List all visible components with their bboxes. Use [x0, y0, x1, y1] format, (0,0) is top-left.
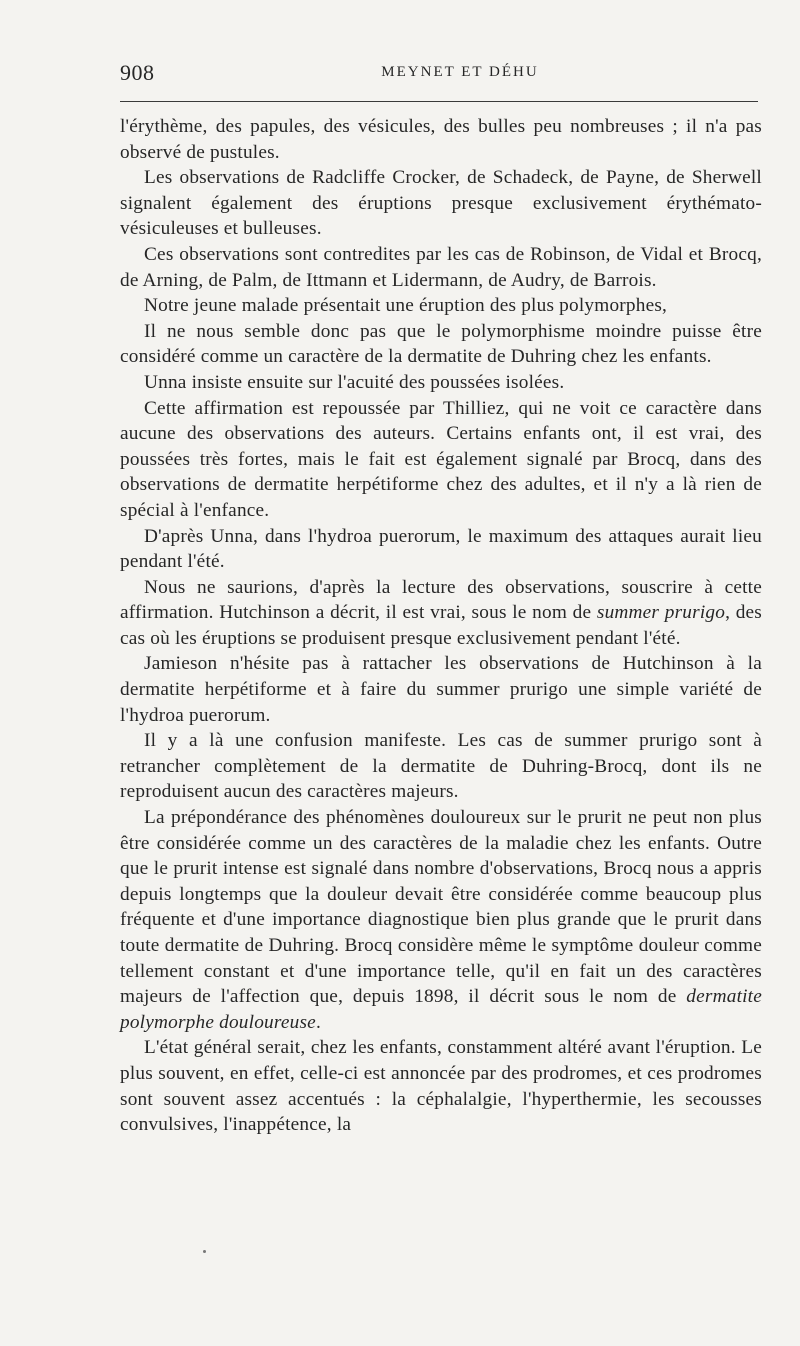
- paragraph-p08: [120, 524, 762, 575]
- paragraph-p05: [120, 319, 762, 370]
- paragraph-text: D'après Unna, dans l'hydroa puerorum, le maximum des attaques aurait lieu pendant l'été.: [120, 525, 762, 573]
- paragraph-p02: [120, 165, 762, 242]
- paragraph-p13: [120, 1035, 762, 1137]
- paragraph-text: Unna insiste ensuite sur l'acuité des poussées isolées.: [144, 371, 565, 393]
- italic-term: dermatite polymorphe douloureuse: [120, 986, 762, 1033]
- paragraph-text: Il y a là une confusion manifeste. Les cas de summer prurigo sont à retrancher complètement de la dermatite de Duhring-Brocq, dont ils ne reproduisent aucun des caractères majeurs.: [120, 730, 762, 803]
- header-rule: [120, 101, 758, 102]
- paragraph-text: Nous ne saurions, d'après la lecture des observations, souscrire à cette affirmation. Hutchinson a décrit, il est vrai, sous le nom de: [120, 576, 762, 624]
- paragraph-text: Il ne nous semble donc pas que le polymorphisme moindre puisse être considéré comme un caractère de la dermatite de Duhring chez les enfants.: [120, 320, 762, 368]
- paragraph-text: Cette affirmation est repoussée par Thilliez, qui ne voit ce caractère dans aucune des observations des auteurs. Certains enfants ont, il est vrai, des poussées très fortes, mais le fait est également signalé par Brocq, dans des observations de dermatite herpétiforme chez des adultes, et il n'y a là rien de spécial à l'enfance.: [120, 397, 762, 521]
- paragraph-text: Jamieson n'hésite pas à rattacher les observations de Hutchinson à la dermatite herpétiforme et à faire du summer prurigo une simple variété de l'hydroa puerorum.: [120, 653, 762, 726]
- page-number: 908: [120, 60, 155, 85]
- paragraph-p04: [120, 293, 762, 319]
- paragraph-text: La prépondérance des phénomènes douloureux sur le prurit ne peut non plus être considérée comme un des caractères de la maladie chez les enfants. Outre que le prurit intense est signalé dans nombre d'observations, Brocq nous a appris depuis longtemps que la douleur devait être considérée comme beaucoup plus fréquente et d'une importance diagnostique bien plus grande que le prurit dans toute dermatite de Duhring. Brocq considère même le symptôme douleur comme tellement constant et d'une importance telle, qu'il en fait un des caractères majeurs de l'affection que, depuis 1898, il décrit sous le nom de: [120, 807, 762, 1008]
- paragraph-text: Notre jeune malade présentait une éruption des plus polymorphes,: [144, 295, 668, 317]
- paragraph-p10: [120, 651, 762, 728]
- paragraph-p01: [120, 114, 762, 165]
- paragraph-p09: [120, 575, 762, 652]
- paragraph-text: l'érythème, des papules, des vésicules, des bulles peu nombreuses ; il n'a pas observé de pustules.: [120, 116, 762, 163]
- paragraph-p12: [120, 805, 762, 1035]
- page-header: [120, 60, 760, 96]
- italic-term: summer prurigo: [596, 602, 726, 624]
- ink-speck: [203, 1250, 206, 1253]
- paragraph-p06: [120, 370, 762, 396]
- paragraph-text: L'état général serait, chez les enfants, constamment altéré avant l'éruption. Le plus souvent, en effet, celle-ci est annoncée par des prodromes, et ces prodromes sont souvent assez accentués : la céphalalgie, l'hyperthermie, les secousses convulsives, l'inappétence, la: [120, 1037, 762, 1136]
- paragraph-text: .: [315, 1011, 321, 1033]
- paragraph-p03: [120, 242, 762, 293]
- paragraph-p07: [120, 396, 762, 524]
- paragraph-text: Les observations de Radcliffe Crocker, de Schadeck, de Payne, de Sherwell signalent également des éruptions presque exclusivement érythémato-vésiculeuses et bulleuses.: [120, 167, 762, 240]
- running-head: MEYNET ET DÉHU: [381, 64, 539, 80]
- paragraph-text: , des cas où les éruptions se produisent presque exclusivement pendant l'été.: [120, 602, 763, 649]
- paragraph-text: Ces observations sont contredites par les cas de Robinson, de Vidal et Brocq, de Arning, de Palm, de Ittmann et Lidermann, de Audry, de Barrois.: [120, 243, 762, 291]
- paragraph-p11: [120, 728, 762, 805]
- body-text: [120, 114, 762, 1138]
